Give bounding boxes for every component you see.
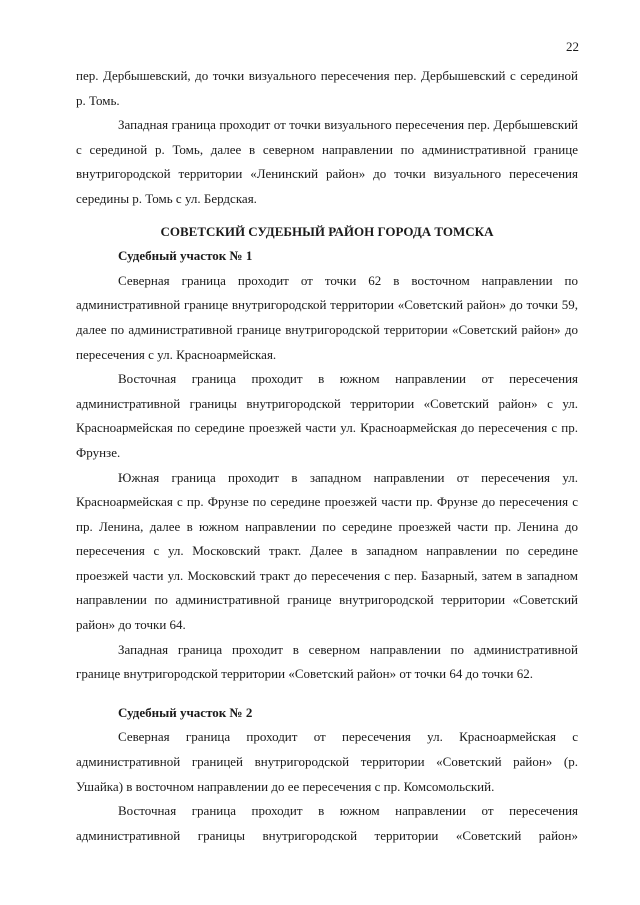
district-1-east-boundary: Восточная граница проходит в южном направлении от пересечения административной границы внутригородской территории «Советский район» с ул. Красноармейская по середине проезжей части ул. Красноармейская до пересечения с пр. Фрунзе. — [76, 371, 578, 460]
district-2-title: Судебный участок № 2 — [118, 704, 253, 720]
paragraph-continuation: пер. Дербышевский, до точки визуального пересечения пер. Дербышевский с серединой р. Томь. — [76, 68, 578, 108]
district-1-south-boundary: Южная граница проходит в западном направлении от пересечения ул. Красноармейская с пр. Фрунзе по середине проезжей части пр. Фрунзе до пересечения с пр. Ленина, далее в южном направлении по середине проезжей части пр. Ленина до пересечения с ул. Московский тракт. Далее в западном направлении по середине проезжей части ул. Московский тракт до пересечения с пер. Базарный, затем в западном направлении по административной границе внутригородской территории «Советский район» до точки 64. — [76, 469, 578, 633]
paragraph-west-boundary-leninsky: Западная граница проходит от точки визуального пересечения пер. Дербышевский с серединой р. Томь, далее в северном направлении по административной границе внутригородской территории «Ленинский район» до точки визуального пересечения середины р. Томь с ул. Бердская. — [76, 117, 578, 206]
page-number: 22 — [566, 39, 579, 54]
section-title: СОВЕТСКИЙ СУДЕБНЫЙ РАЙОН ГОРОДА ТОМСКА — [160, 223, 494, 239]
district-1-title: Судебный участок № 1 — [118, 248, 253, 264]
district-2-north-boundary: Северная граница проходит от пересечения ул. Красноармейская с административной границей внутригородской территории «Советский район» (р. Ушайка) в восточном направлении до ее пересечения с пр. Комсомольский. — [76, 729, 578, 794]
district-2-east-boundary: Восточная граница проходит в южном направлении от пересечения административной границы внутригородской территории «Советский район» — [76, 803, 578, 843]
district-1-west-boundary: Западная граница проходит в северном направлении по административной границе внутригородской территории «Советский район» от точки 64 до точки 62. — [76, 641, 578, 682]
document-body — [76, 64, 578, 848]
district-1-north-boundary: Северная граница проходит от точки 62 в восточном направлении по административной границе внутригородской территории «Советский район» до точки 59, далее по административной границе внутригородской территории «Советский район» до пересечения с ул. Красноармейская. — [76, 272, 578, 362]
